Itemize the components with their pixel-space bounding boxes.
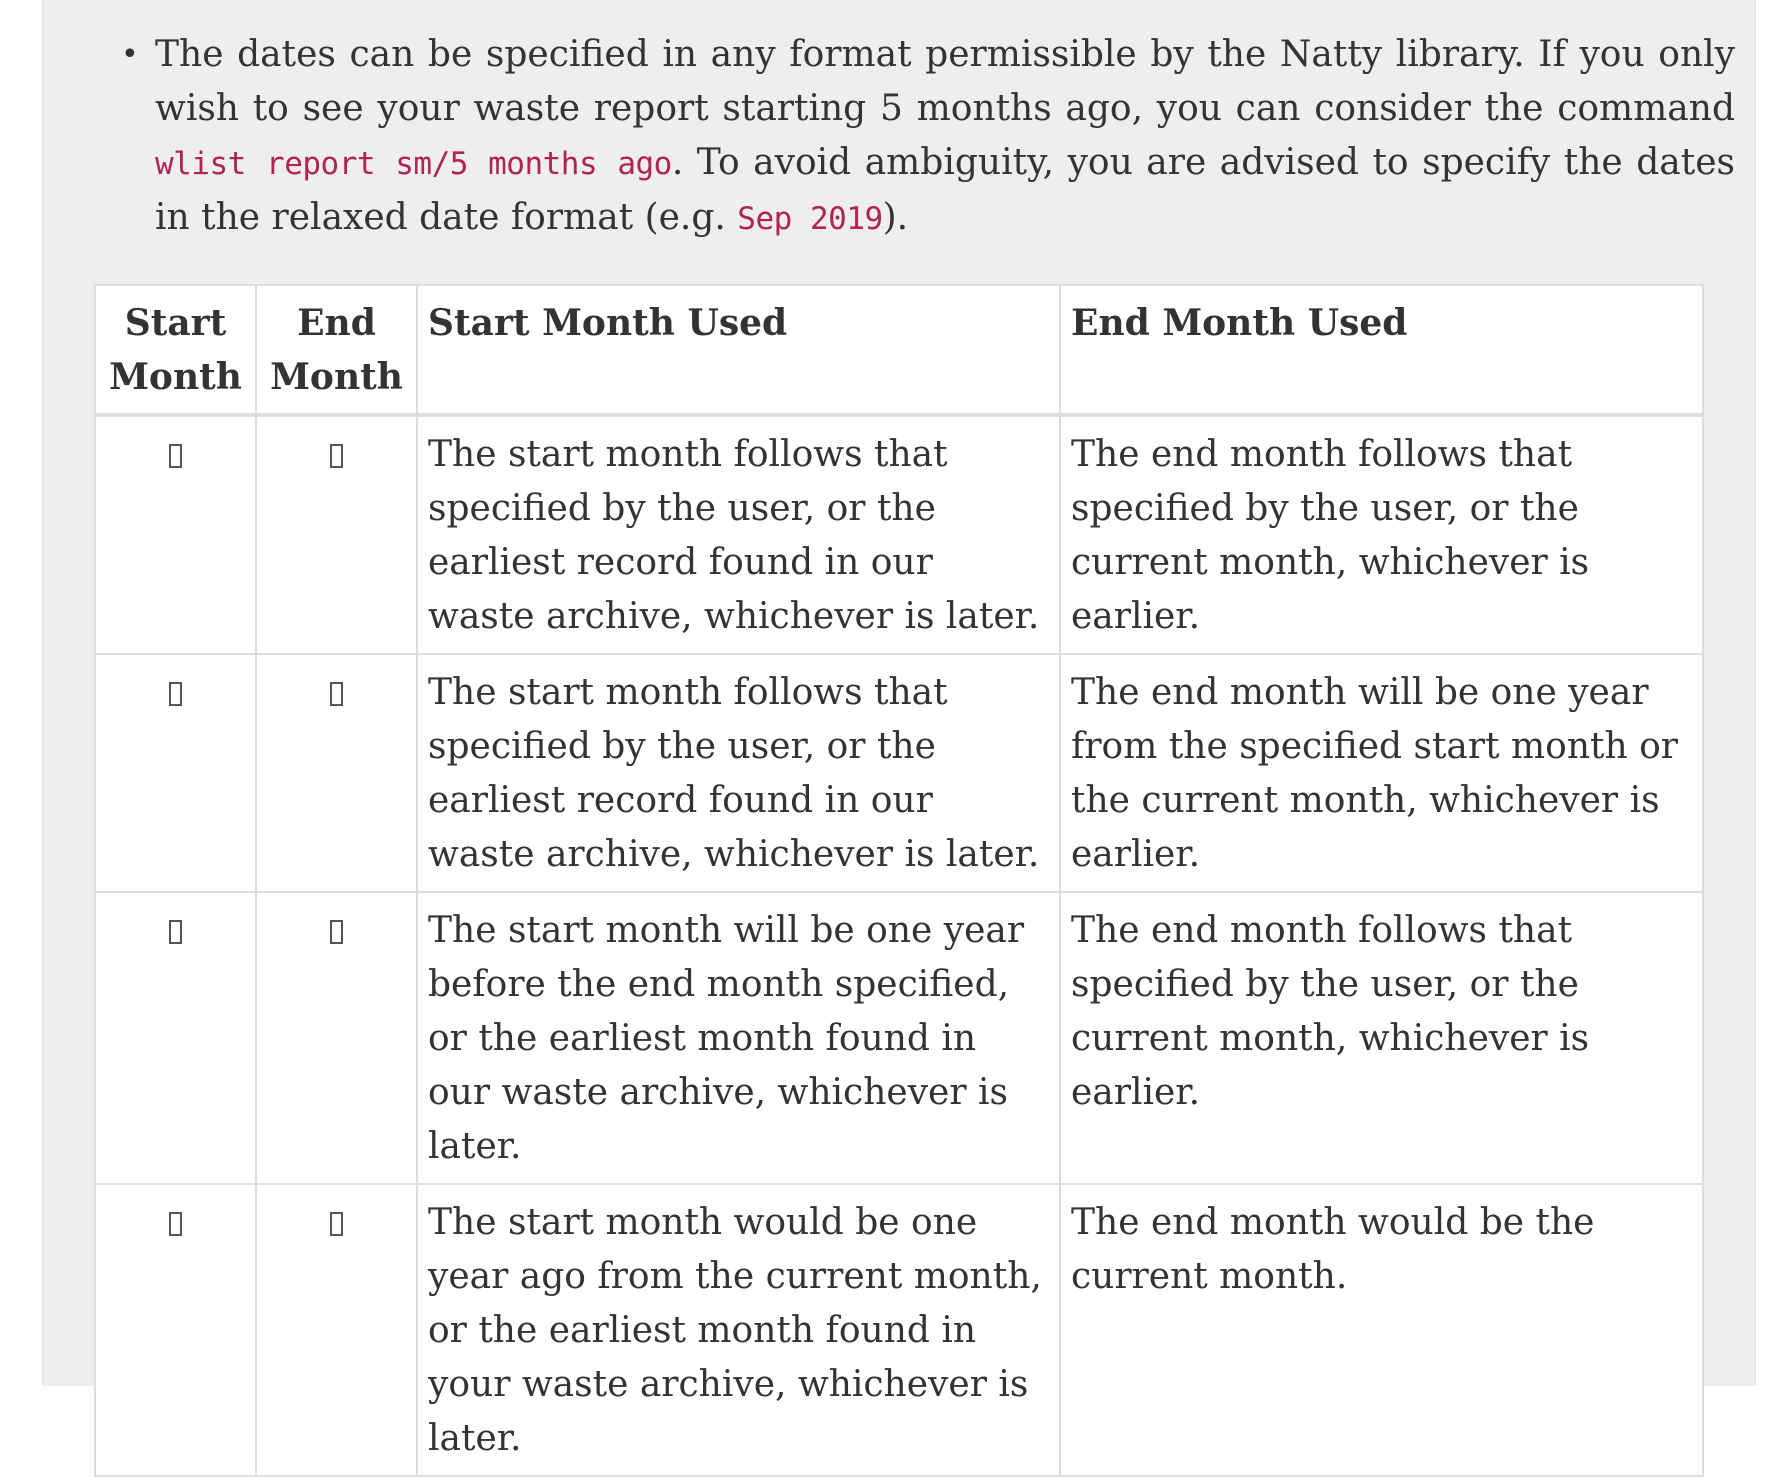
start-month-used-cell: The start month will be one year before the end month specified, or the earliest month found in our waste archive, whichever is later. (417, 892, 1060, 1184)
end-month-used-cell: The end month follows that specified by the user, or the current month, whichever is earlier. (1060, 415, 1703, 654)
missing-glyph-box-icon (169, 1212, 182, 1236)
start-month-used-cell: The start month follows that specified by the user, or the earliest record found in our waste archive, whichever is later. (417, 415, 1060, 654)
end-month-used-cell: The end month would be the current month. (1060, 1184, 1703, 1476)
note-text-part-2: . To avoid ambiguity, you are advised to specify the dates in the relaxed date format (e.g. (155, 142, 1735, 238)
start-month-cell (95, 1184, 256, 1476)
header-end-month: End Month (256, 285, 417, 415)
note-text-part-3: ). (882, 197, 909, 238)
table-row (95, 1184, 1703, 1476)
missing-glyph-box-icon (330, 920, 343, 944)
start-month-cell (95, 892, 256, 1184)
table-row (95, 415, 1703, 654)
end-month-used-cell: The end month follows that specified by the user, or the current month, whichever is earlier. (1060, 892, 1703, 1184)
missing-glyph-box-icon (169, 920, 182, 944)
start-month-used-cell: The start month would be one year ago from the current month, or the earliest month found in your waste archive, whichever is later. (417, 1184, 1060, 1476)
bullet-icon: • (121, 37, 139, 72)
end-month-cell (256, 654, 417, 892)
missing-glyph-box-icon (330, 444, 343, 468)
missing-glyph-box-icon (169, 682, 182, 706)
list-item (121, 28, 1735, 246)
start-month-used-cell: The start month follows that specified by the user, or the earliest record found in our waste archive, whichever is later. (417, 654, 1060, 892)
table-row (95, 892, 1703, 1184)
command-example: wlist report sm/5 months ago (155, 146, 672, 182)
month-range-table (94, 284, 1704, 1477)
missing-glyph-box-icon (330, 682, 343, 706)
end-month-used-cell: The end month will be one year from the specified start month or the current month, whichever is earlier. (1060, 654, 1703, 892)
table-header-row (95, 285, 1703, 415)
table-row (95, 654, 1703, 892)
start-month-cell (95, 415, 256, 654)
note-text-part-1: The dates can be specified in any format permissible by the Natty library. If you only wish to see your waste report starting 5 months ago, you can consider the command (155, 34, 1735, 129)
header-start-month-used: Start Month Used (417, 285, 1060, 415)
start-month-cell (95, 654, 256, 892)
end-month-cell (256, 1184, 417, 1476)
end-month-cell (256, 892, 417, 1184)
end-month-cell (256, 415, 417, 654)
header-start-month: Start Month (95, 285, 256, 415)
notes-list (120, 28, 1735, 246)
missing-glyph-box-icon (169, 444, 182, 468)
date-format-example: Sep 2019 (737, 201, 883, 237)
missing-glyph-box-icon (330, 1212, 343, 1236)
header-end-month-used: End Month Used (1060, 285, 1703, 415)
